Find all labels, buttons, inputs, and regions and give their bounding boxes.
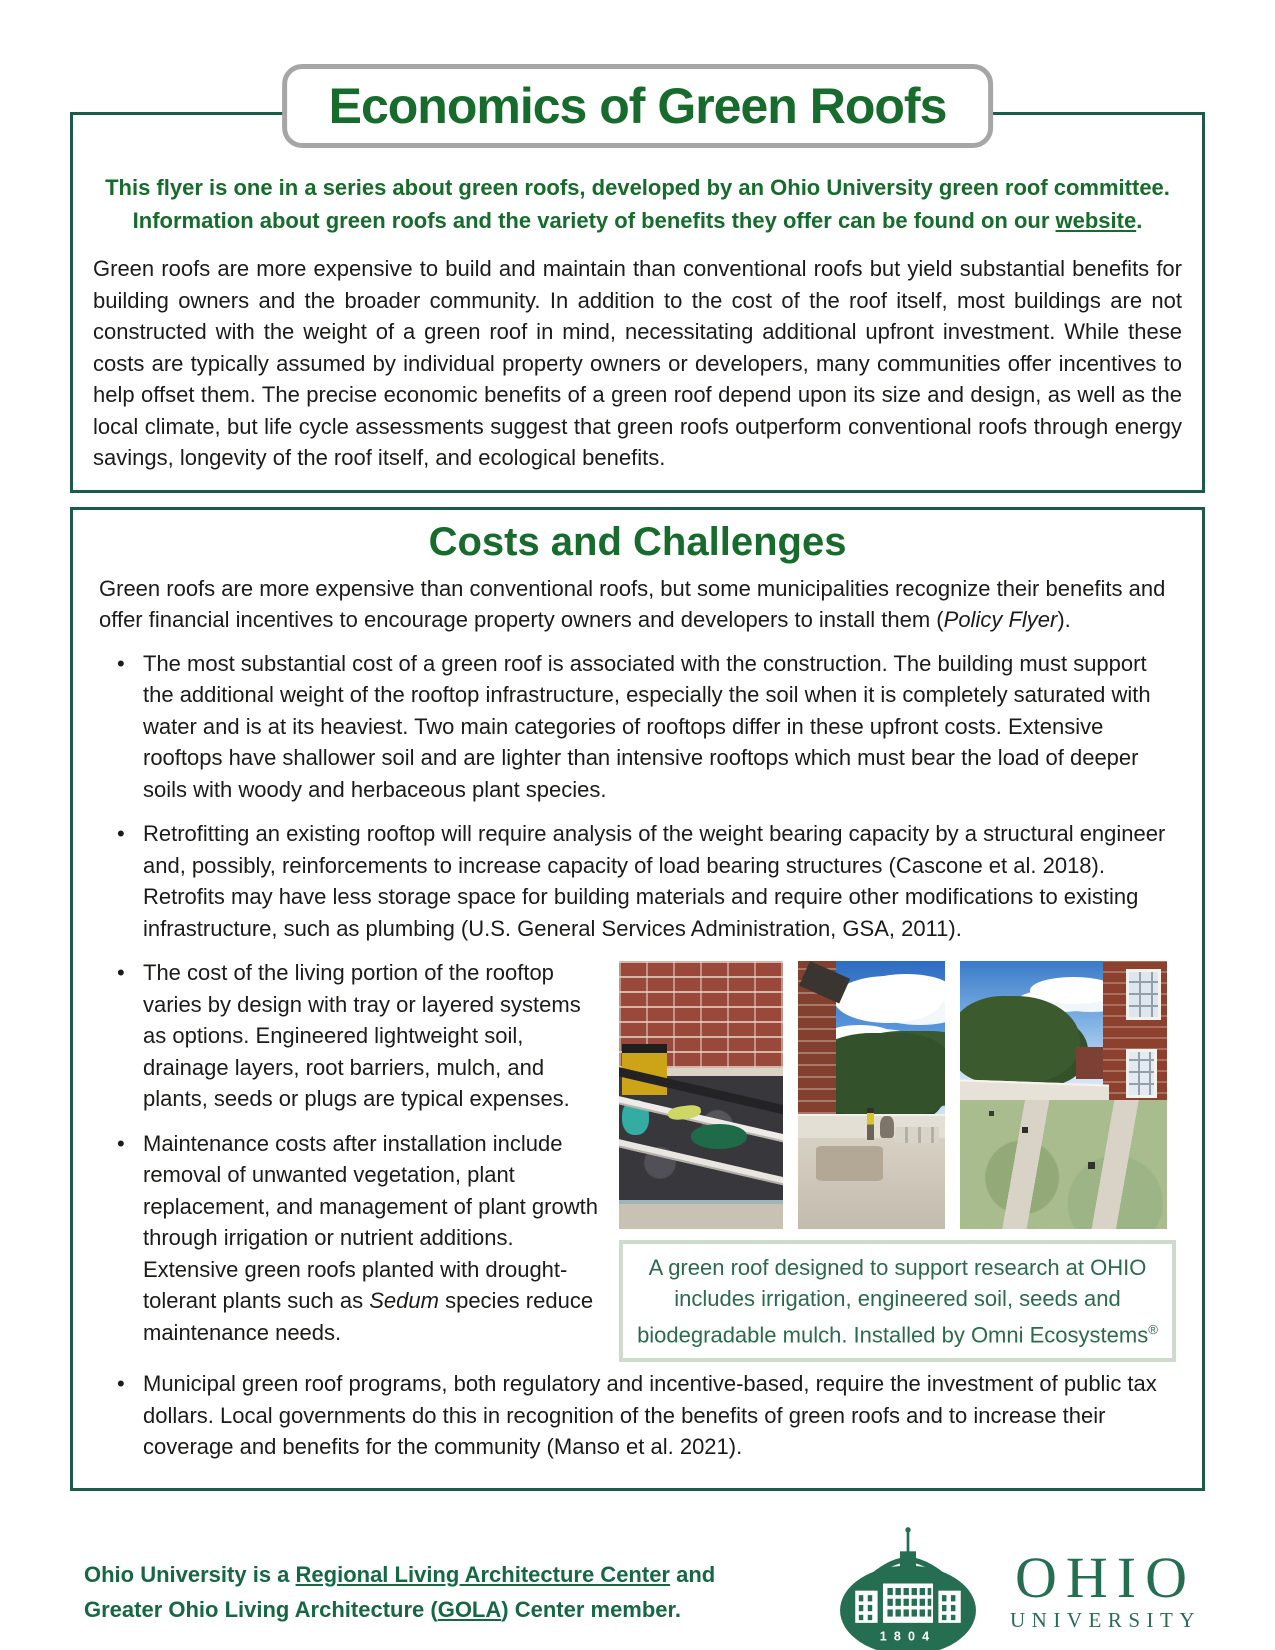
caption-line3: biodegradable mulch. Installed by Omni Ecosystems [637,1322,1149,1348]
overview-box [70,112,1205,493]
costs-intro [99,573,1176,636]
costs-bullet-list-beside-photos [99,957,1176,1348]
website-link[interactable]: website [1055,208,1137,233]
footer-membership-text [84,1557,715,1627]
seal-year: 1804 [879,1629,937,1644]
costs-heading: Costs and Challenges [428,519,847,564]
footer-text-part: Ohio University is a [84,1561,296,1587]
bullet-item: • Retrofitting an existing rooftop will require analysis of the weight bearing capacity by a structural engineer and, possibly, reinforcements to increase capacity of load bearing structures (Cascone et al. 2018). Retrofits may have less storage space for building materials and require other modifications to existing infrastructure, such as plumbing (U.S. General Services Administration, GSA, 2011). [99,818,1176,944]
intro-text [93,171,1182,237]
bullet-item: • The cost of the living portion of the rooftop varies by design with tray or layered systems as options. Engineered lightweight soil, drainage layers, root barriers, mulch, and plants, seeds or plugs are typical expenses. [99,957,1176,1115]
ohio-wordmark [1010,1545,1201,1633]
policy-flyer-ref: Policy Flyer [943,607,1058,632]
page-title: Economics of Green Roofs [328,78,947,134]
rlac-link[interactable]: Regional Living Architecture Center [295,1561,670,1587]
bullet-item: • Municipal green roof programs, both regulatory and incentive-based, require the investment of public tax dollars. Local governments do this in recognition of the benefits of green roofs and to increase their coverage and benefits for the community (Manso et al. 2021). [99,1368,1176,1463]
footer-text-part: and [670,1561,716,1587]
costs-bullet-list-top [99,648,1176,945]
gola-link[interactable]: GOLA [437,1596,502,1622]
caption-line2: includes irrigation, engineered soil, seeds and [674,1286,1121,1311]
costs-bullet-list-bottom [99,1368,1176,1463]
costs-intro-text: Green roofs are more expensive than conventional roofs, but some municipalities recognize their benefits and offer financial incentives to encourage property owners and developers to install them ( [99,575,1166,632]
title-banner [282,64,994,148]
ohio-university-seal-icon [832,1517,984,1650]
intro-line1: This flyer is one in a series about green roofs, developed by an Ohio University green roof committee. [105,175,1170,200]
costs-challenges-box [70,507,1205,1491]
costs-intro-end: ). [1057,607,1071,632]
footer-text-part: Greater Ohio Living Architecture ( [84,1596,438,1622]
registered-mark: ® [1148,1322,1158,1337]
footer [70,1517,1205,1650]
bullet-item: • The most substantial cost of a green roof is associated with the construction. The building must support the additional weight of the rooftop infrastructure, especially the soil when it is completely saturated with water and is at its heaviest. Two main categories of rooftops differ in these upfront costs. Extensive rooftops have shallower soil and are lighter than intensive rooftops which must bear the load of deeper soils with woody and herbaceous plant species. [99,648,1176,806]
caption-line1: A green roof designed to support research at OHIO [648,1255,1147,1280]
footer-text-part: ) Center member. [501,1596,681,1622]
wordmark-university: UNIVERSITY [1010,1608,1201,1633]
intro-line2-end: . [1136,208,1143,233]
bullet-item: • Maintenance costs after installation include removal of unwanted vegetation, plant replacement, and management of plant growth through irrigation or nutrient additions. Extensive green roofs planted with drought-tolerant plants such as Sedum species reduce maintenance needs. [99,1128,1176,1349]
wordmark-ohio: OHIO [1015,1545,1196,1611]
ohio-university-logo [832,1517,1201,1650]
intro-line2: Information about green roofs and the variety of benefits they offer can be found on our [132,208,1056,233]
overview-paragraph: Green roofs are more expensive to build and maintain than conventional roofs but yield substantial benefits for building owners and the broader community. In addition to the cost of the roof itself, most buildings are not constructed with the weight of a green roof in mind, necessitating additional upfront investment. While these costs are typically assumed by individual property owners or developers, many communities offer incentives to help offset them. The precise economic benefits of a green roof depend upon its size and design, as well as the local climate, but life cycle assessments suggest that green roofs outperform conventional roofs through energy savings, longevity of the roof itself, and ecological benefits. [93,256,1182,470]
